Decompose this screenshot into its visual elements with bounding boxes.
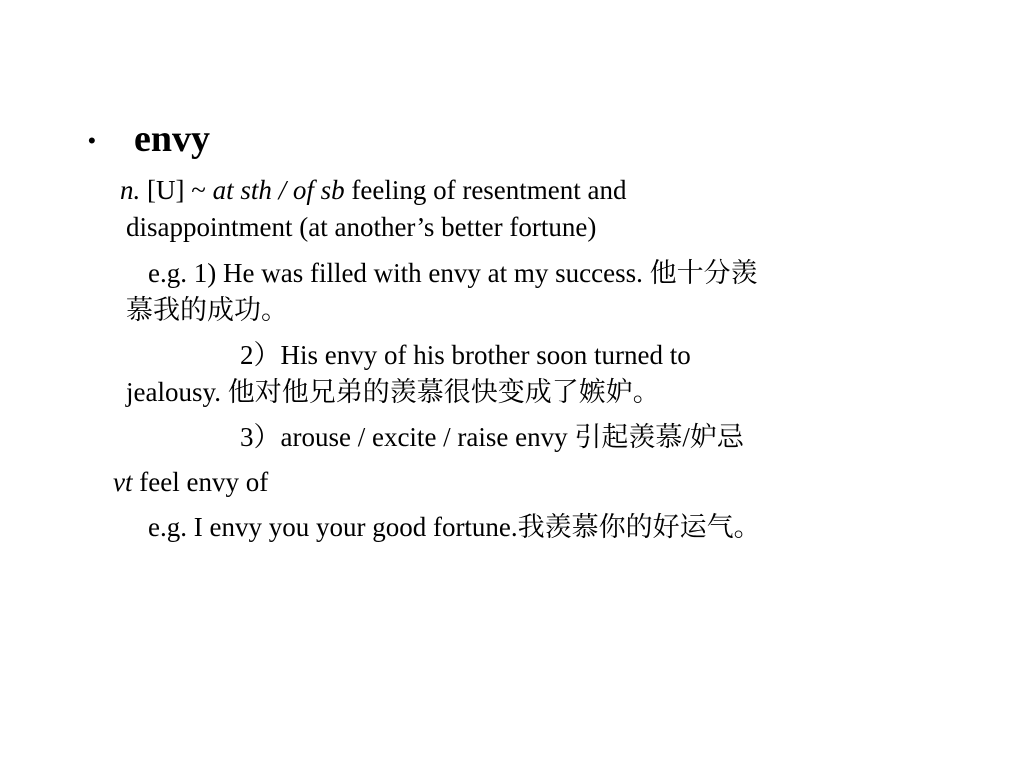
verb-definition-line [113,464,268,500]
example-2-line-1: 2）His envy of his brother soon turned to [240,340,691,370]
example-3-line-1: 3）arouse / excite / raise envy 引起羡慕/妒忌 [240,422,744,452]
noun-part-of-speech: n. [120,175,141,205]
noun-grammar-tag: [U] ~ [140,175,213,205]
verb-definition-text: feel envy of [132,467,269,497]
example-1-line-2: 慕我的成功。 [126,295,288,325]
noun-definition-text: feeling of resentment and [344,175,627,205]
example-2-line-2: jealousy. 他对他兄弟的羡慕很快变成了嫉妒。 [126,377,660,407]
noun-definition-line-2: disappointment (at another’s better fortune) [126,212,597,242]
noun-pattern: at sth / of sb [212,175,345,205]
headword: envy [134,118,210,160]
example-1-line-1: e.g. 1) He was filled with envy at my success. 他十分羡 [148,258,758,288]
bullet-marker: • [88,128,96,153]
verb-part-of-speech: vt [113,467,133,497]
example-4-line-1: e.g. I envy you your good fortune.我羡慕你的好运气。 [148,512,761,542]
noun-definition-line-1 [120,172,627,208]
